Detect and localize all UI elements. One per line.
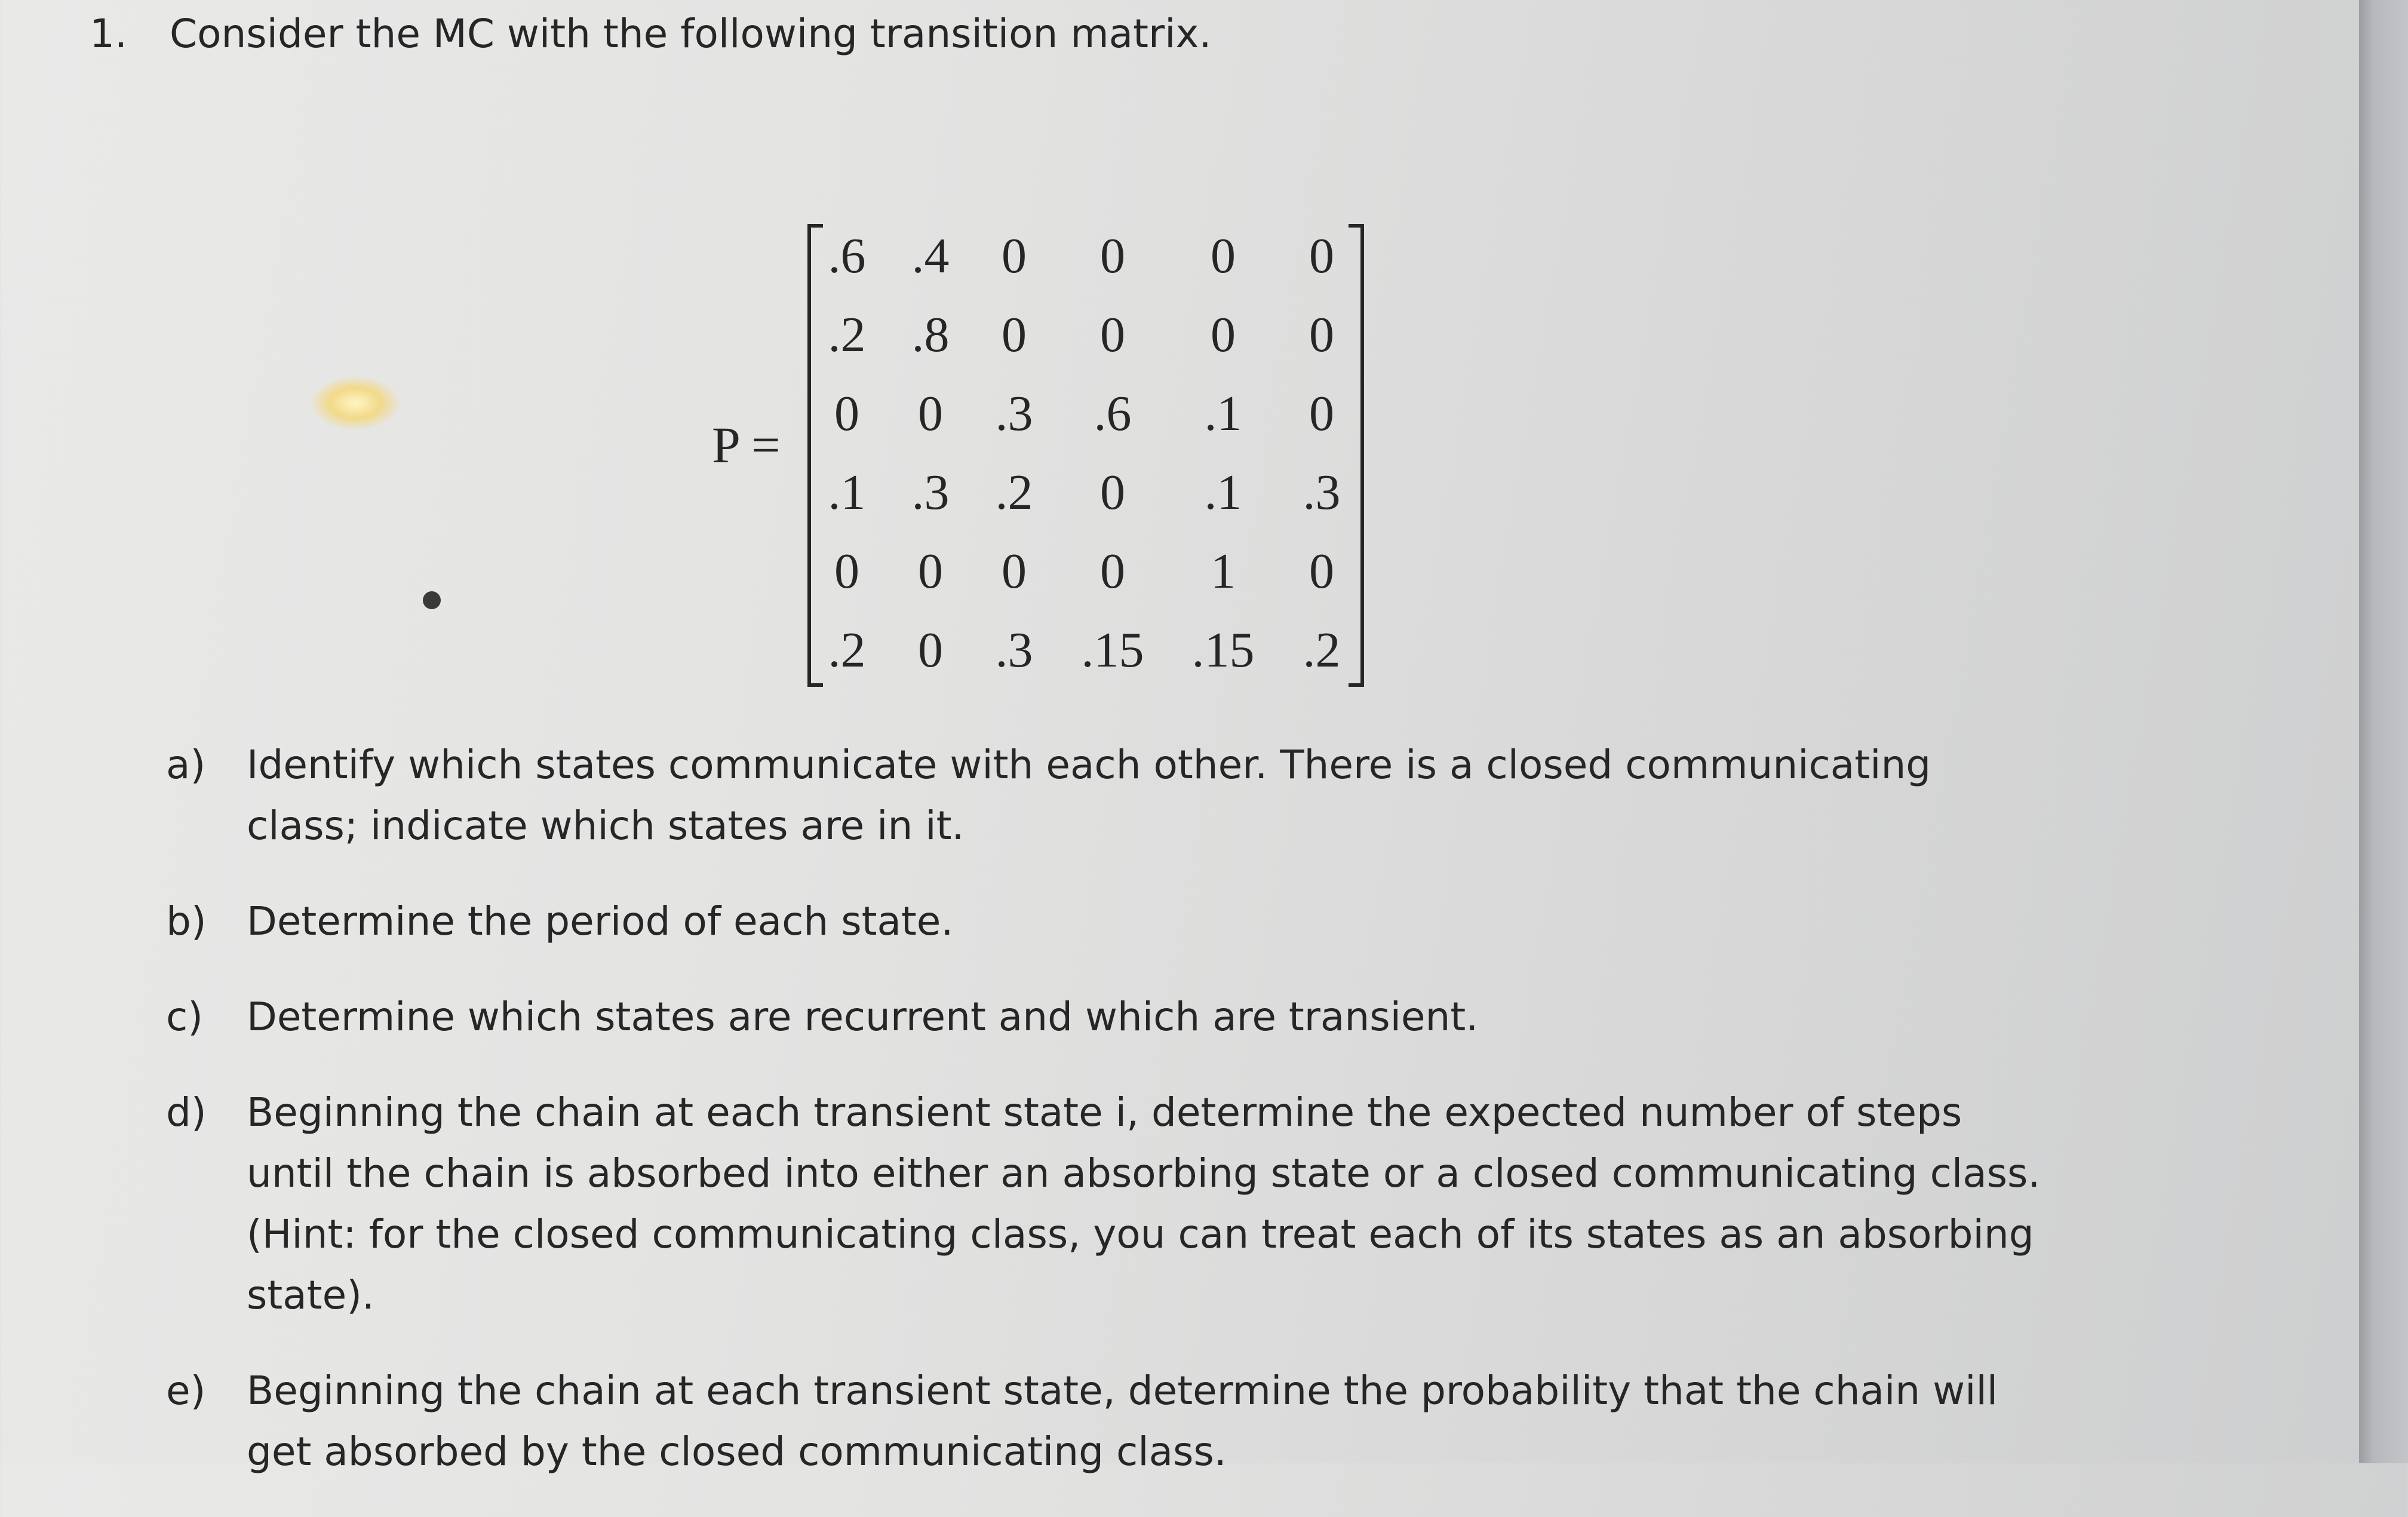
matrix-row [811, 306, 1360, 366]
matrix-row [811, 542, 1360, 602]
question-number: 1. [90, 11, 127, 57]
light-glare [311, 376, 400, 430]
matrix-cell: 0 [1002, 228, 1027, 284]
matrix-cell: .6 [1094, 386, 1132, 441]
part-letter: e) [166, 1368, 206, 1414]
matrix-cell: .4 [911, 228, 950, 284]
matrix-cell: 0 [1309, 307, 1334, 363]
part-letter: b) [166, 898, 207, 944]
matrix-cell: 0 [834, 543, 859, 599]
matrix-cell: 0 [834, 386, 859, 441]
part-letter: d) [166, 1089, 207, 1135]
ink-speck [423, 591, 441, 609]
matrix-row [811, 385, 1360, 444]
matrix-cell: .1 [828, 465, 866, 520]
matrix-cell: 0 [1309, 386, 1334, 441]
matrix-cell: .3 [995, 386, 1033, 441]
matrix-cell: 0 [1211, 228, 1236, 284]
matrix-cell: .15 [1191, 622, 1255, 678]
matrix-cell: 0 [1100, 465, 1125, 520]
part-text: Determine the period of each state. [247, 898, 954, 944]
part-text: Beginning the chain at each transient state i, determine the expected number of steps until the chain is absorbed into either an absorbing state or a closed communicating class. (Hint: for the closed communicating class, you can treat each of its states as an absorbing state). [247, 1089, 2041, 1318]
matrix-cell: .3 [1303, 465, 1341, 520]
question-part [166, 891, 2047, 952]
part-text: Identify which states communicate with each other. There is a closed communicating class; indicate which states are in it. [247, 742, 1931, 849]
matrix-cell: .2 [1303, 622, 1341, 678]
transition-matrix [807, 224, 1364, 687]
matrix-cell: 0 [1309, 543, 1334, 599]
matrix-cell: .1 [1204, 386, 1242, 441]
matrix-cell: 0 [1309, 228, 1334, 284]
question-intro: Consider the MC with the following transition matrix. [170, 11, 1212, 57]
part-letter: a) [166, 742, 206, 788]
matrix-cell: .2 [828, 622, 866, 678]
matrix-cell: 0 [1002, 307, 1027, 363]
matrix-cell: 0 [918, 386, 943, 441]
matrix-cell: 0 [1211, 307, 1236, 363]
question-part [166, 987, 2047, 1048]
matrix-cell: 0 [1100, 543, 1125, 599]
question-part [166, 1082, 2047, 1326]
question-part [166, 1361, 2047, 1482]
part-text: Beginning the chain at each transient state, determine the probability that the chain will get absorbed by the closed communicating class. [247, 1368, 1998, 1475]
matrix-cell: .2 [995, 465, 1033, 520]
matrix-row [811, 621, 1360, 681]
matrix-label: P = [712, 416, 781, 474]
matrix-cell: .3 [911, 465, 950, 520]
matrix-cell: .15 [1081, 622, 1144, 678]
matrix-cell: .2 [828, 307, 866, 363]
part-text: Determine which states are recurrent and which are transient. [247, 994, 1479, 1040]
matrix-cell: 0 [1100, 228, 1125, 284]
matrix-cell: .1 [1204, 465, 1242, 520]
matrix-cell: .6 [828, 228, 866, 284]
bracket-right-bottom [1349, 683, 1364, 687]
page-edge [2359, 0, 2408, 1463]
matrix-cell: 1 [1211, 543, 1236, 599]
question-part [166, 735, 2047, 856]
matrix-cell: 0 [918, 543, 943, 599]
bracket-left-bottom [807, 683, 823, 687]
part-letter: c) [166, 994, 204, 1040]
matrix-row [811, 227, 1360, 287]
matrix-cell: .8 [911, 307, 950, 363]
matrix-cell: 0 [1002, 543, 1027, 599]
matrix-cell: 0 [1100, 307, 1125, 363]
matrix-cell: .3 [995, 622, 1033, 678]
matrix-row [811, 463, 1360, 523]
matrix-cell: 0 [918, 622, 943, 678]
question-parts [166, 735, 2047, 1517]
